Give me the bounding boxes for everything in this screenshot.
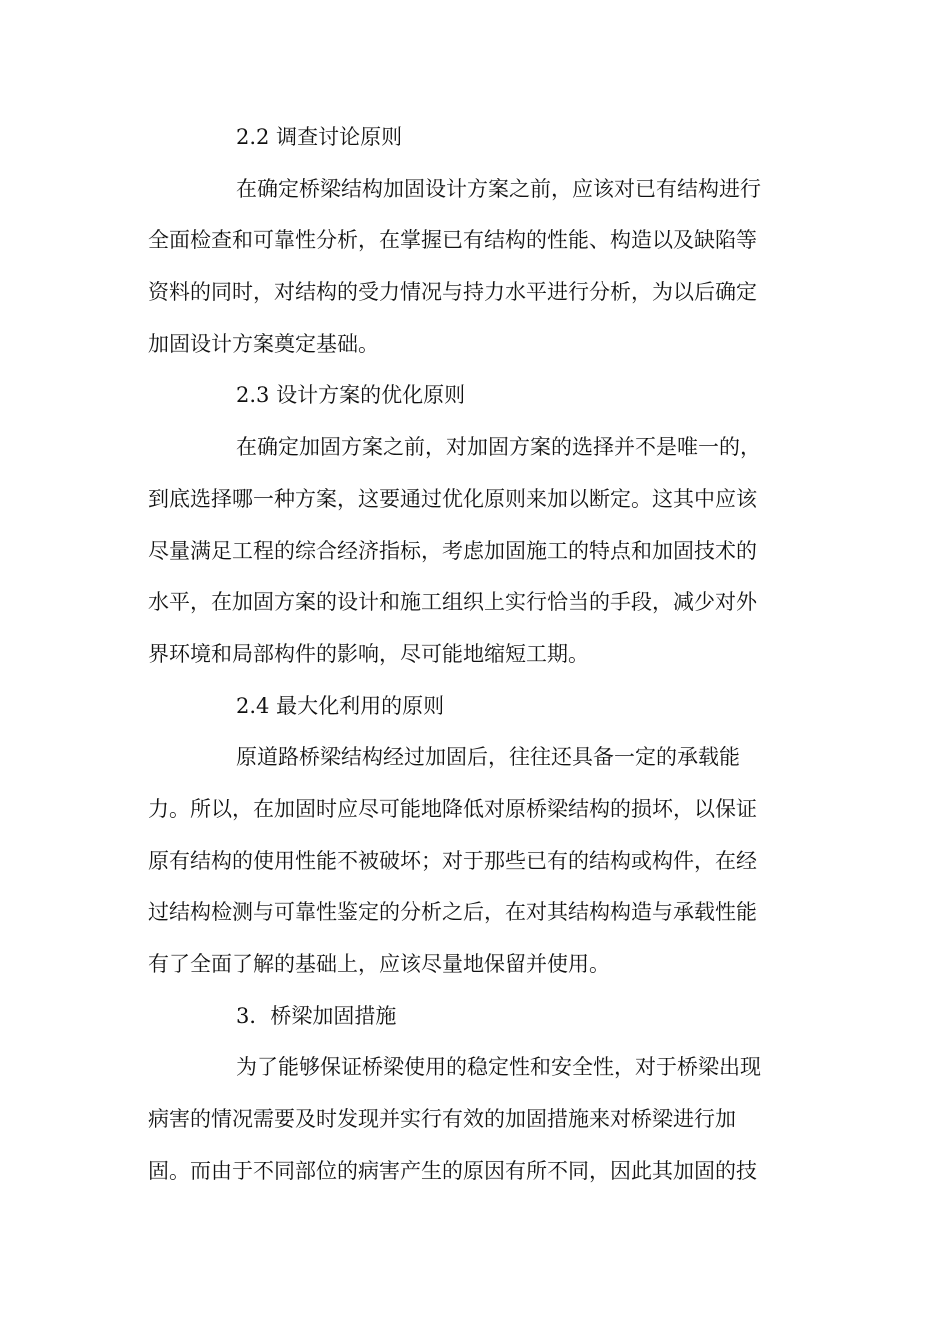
paragraph-line: 在确定加固方案之前，对加固方案的选择并不是唯一的， (236, 435, 761, 460)
paragraph-line: 到底选择哪一种方案，这要通过优化原则来加以断定。这其中应该 (148, 486, 757, 511)
paragraph-line: 界环境和局部构件的影响，尽可能地缩短工期。 (148, 641, 589, 666)
paragraph-line: 过结构检测与可靠性鉴定的分析之后，在对其结构构造与承载性能 (148, 900, 757, 925)
paragraph-line: 原有结构的使用性能不被破坏；对于那些已有的结构或构件，在经 (148, 848, 757, 873)
document-page (148, 112, 808, 1197)
paragraph-line: 水平，在加固方案的设计和施工组织上实行恰当的手段，减少对外 (148, 590, 757, 615)
paragraph-line: 尽量满足工程的综合经济指标，考虑加固施工的特点和加固技术的 (148, 538, 757, 563)
paragraph-line: 全面检查和可靠性分析，在掌握已有结构的性能、构造以及缺陷等 (148, 228, 757, 253)
paragraph-line: 固。而由于不同部位的病害产生的原因有所不同，因此其加固的技 (148, 1158, 757, 1183)
section-heading-2-2: 2.2 调查讨论原则 (236, 125, 403, 149)
paragraph-line: 资料的同时，对结构的受力情况与持力水平进行分析，为以后确定 (148, 280, 757, 305)
paragraph-line: 病害的情况需要及时发现并实行有效的加固措施来对桥梁进行加 (148, 1107, 736, 1132)
paragraph-line: 为了能够保证桥梁使用的稳定性和安全性，对于桥梁出现 (236, 1055, 761, 1080)
section-heading-2-3: 2.3 设计方案的优化原则 (236, 383, 466, 408)
section-heading-3: 3．桥梁加固措施 (236, 1003, 397, 1028)
paragraph-line: 有了全面了解的基础上，应该尽量地保留并使用。 (148, 952, 610, 976)
paragraph-line: 加固设计方案奠定基础。 (148, 331, 379, 356)
paragraph-line: 力。所以，在加固时应尽可能地降低对原桥梁结构的损坏，以保证 (148, 796, 757, 821)
paragraph-line: 在确定桥梁结构加固设计方案之前，应该对已有结构进行 (236, 176, 761, 201)
section-heading-2-4: 2.4 最大化利用的原则 (236, 693, 445, 718)
paragraph-line: 原道路桥梁结构经过加固后，往往还具备一定的承载能 (236, 745, 740, 770)
